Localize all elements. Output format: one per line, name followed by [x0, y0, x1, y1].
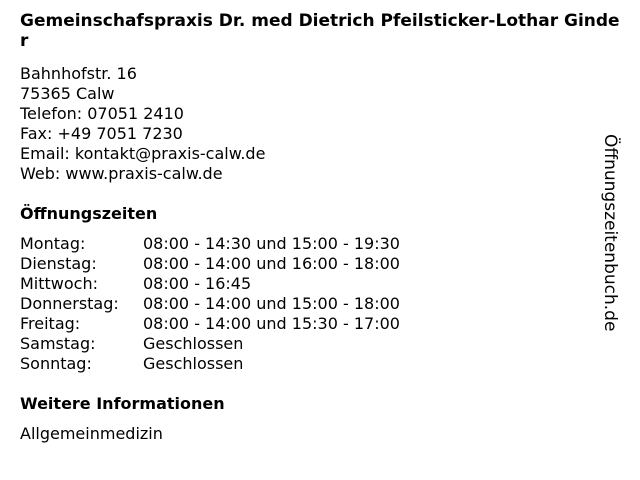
site-watermark: Öffnungszeitenbuch.de [600, 134, 620, 332]
hours-row-sunday [20, 354, 400, 374]
phone-number: Telefon: 07051 2410 [20, 104, 184, 123]
fax-number: Fax: +49 7051 7230 [20, 124, 183, 143]
hours-row-saturday [20, 334, 400, 354]
hours-day: Sonntag: [20, 354, 92, 373]
hours-row-tuesday [20, 254, 400, 274]
address-block [20, 64, 265, 184]
hours-row-friday [20, 314, 400, 334]
hours-time: Geschlossen [143, 334, 244, 353]
street-address: Bahnhofstr. 16 [20, 64, 137, 83]
hours-time: Geschlossen [143, 354, 244, 373]
hours-time: 08:00 - 14:00 und 15:30 - 17:00 [143, 314, 400, 333]
hours-time: 08:00 - 14:00 und 16:00 - 18:00 [143, 254, 400, 273]
hours-row-thursday [20, 294, 400, 314]
website-address: Web: www.praxis-calw.de [20, 164, 223, 183]
hours-time: 08:00 - 16:45 [143, 274, 252, 293]
hours-day: Mittwoch: [20, 274, 98, 293]
hours-day: Freitag: [20, 314, 81, 333]
hours-day: Dienstag: [20, 254, 97, 273]
hours-day: Montag: [20, 234, 86, 253]
city-postal: 75365 Calw [20, 84, 115, 103]
hours-row-wednesday [20, 274, 400, 294]
more-info-heading: Weitere Informationen [20, 394, 225, 413]
specialty-text: Allgemeinmedizin [20, 424, 163, 443]
opening-hours-table [20, 234, 400, 374]
hours-day: Samstag: [20, 334, 96, 353]
email-address: Email: kontakt@praxis-calw.de [20, 144, 266, 163]
practice-title: Gemeinschafspraxis Dr. med Dietrich Pfeilsticker-Lothar Ginder [20, 11, 620, 51]
opening-hours-heading: Öffnungszeiten [20, 204, 158, 223]
hours-row-monday [20, 234, 400, 254]
hours-time: 08:00 - 14:00 und 15:00 - 18:00 [143, 294, 400, 313]
hours-time: 08:00 - 14:30 und 15:00 - 19:30 [143, 234, 400, 253]
hours-day: Donnerstag: [20, 294, 119, 313]
